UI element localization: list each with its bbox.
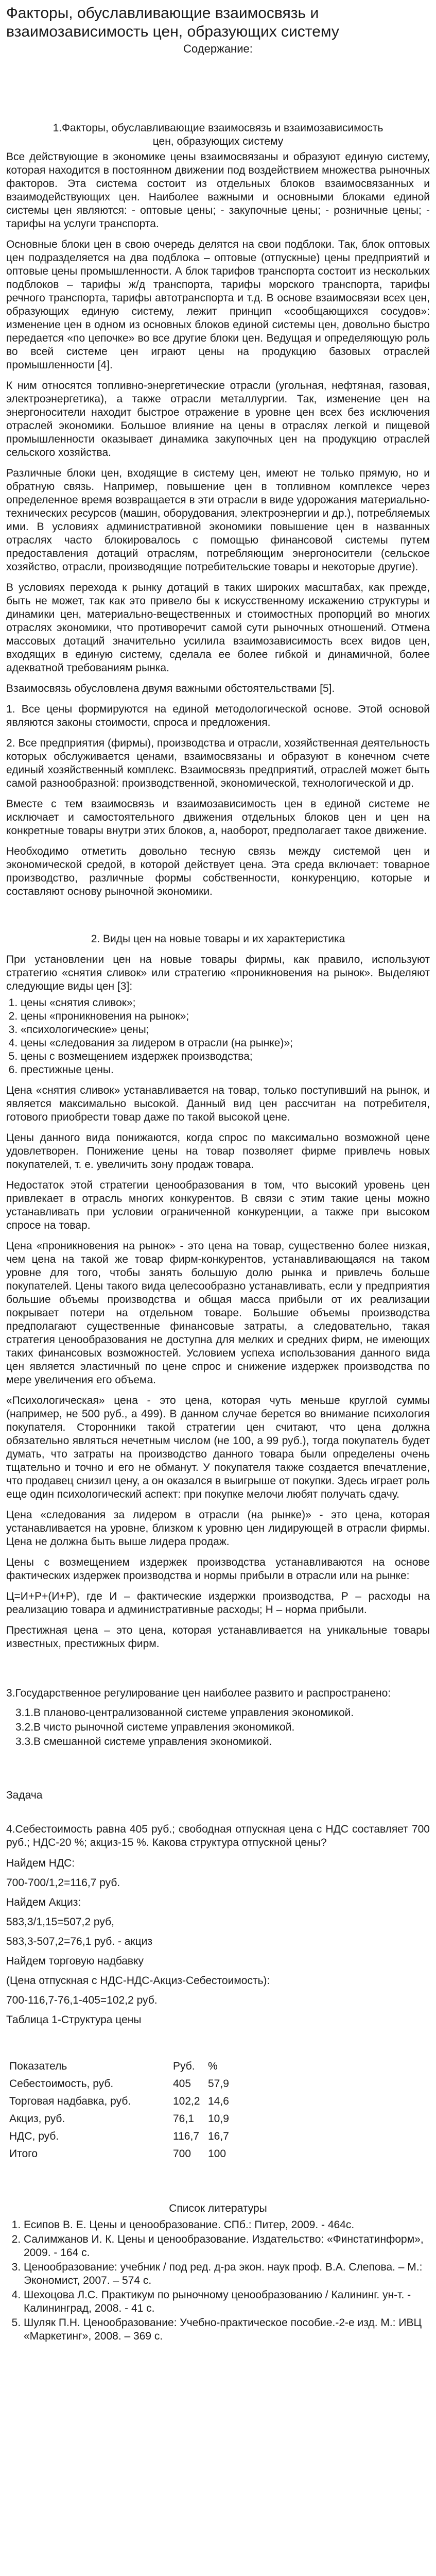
table-row	[6, 2093, 232, 2110]
table-cell: 700	[173, 2148, 191, 2160]
section1-heading: 1.Факторы, обуславливающие взаимосвязь и взаимозависимость цен, образующих систему	[53, 122, 383, 147]
table-cell: 102,2	[173, 2095, 200, 2107]
table-cell: НДС, руб.	[9, 2130, 59, 2142]
s2-paragraph: Цены с возмещением издержек производства устанавливаются на основе фактических издержек производства и нормы прибыли в отрасли или на рынке:	[6, 1556, 430, 1582]
task-solution	[0, 1857, 436, 2027]
solution-line: 583,3-507,2=76,1 руб. - акциз	[6, 1936, 153, 1947]
solution-line: 700-116,7-76,1-405=102,2 руб.	[6, 1994, 158, 2006]
s1-paragraph: Необходимо отметить довольно тесную связь между системой цен и экономической средой, в которой действует цена. Эта среда включает: товарное производство, различные формы собственности, конкуренцию, которые и составляют основу рыночной экономики.	[6, 845, 430, 897]
reference-item: 3. Ценообразование: учебник / под ред. д-ра экон. наук проф. В.А. Слепова. – М.: Экономист, 2007. – 574 с.	[24, 2261, 430, 2287]
s2-paragraph: Недостаток этой стратегии ценообразования в том, что высокий уровень цен привлекает в отрасль многих конкурентов. В связи с этим такие цены можно устанавливать при условии ограниченной конкуренции, а также при высоком спросе на товар.	[6, 1179, 430, 1231]
task-problem: 4.Себестоимость равна 405 руб.; свободная отпускная цена с НДС составляет 700 руб.; НДС-20 %; акциз-15 %. Какова структура отпускной цены?	[6, 1823, 430, 1849]
section3-item: 3.3.В смешанной системе управления экономикой.	[15, 1736, 272, 1748]
solution-line: 700-700/1,2=116,7 руб.	[6, 1877, 120, 1889]
solution-line: 583,3/1,15=507,2 руб,	[6, 1916, 114, 1928]
s1-paragraph: 1. Все цены формируются на единой методологической основе. Этой основой являются законы стоимости, спроса и предложения.	[6, 703, 430, 728]
table-cell: Торговая надбавка, руб.	[9, 2095, 131, 2107]
s1-paragraph: В условиях перехода к рынку дотаций в таких широких масштабах, как прежде, быть не может, так как это привело бы к искусственному искажению структуры и динамики цен, материально-вещественных и стоимостных пропорций во многих отраслях экономики, что противоречит самой сути рыночных отношений. Отмена массовых дотаций значительно усилила взаимозависимость всех видов цен, входящих в единую систему, сделала ее более гибкой и динамичной, более адекватной требованиям рынка.	[6, 582, 430, 674]
reference-item: 1. Есипов В. Е. Цены и ценообразование. СПб.: Питер, 2009. - 464с.	[24, 2218, 430, 2232]
s1-paragraph: Вместе с тем взаимосвязь и взаимозависимость цен в единой системе не исключает и самостоятельного движения отдельных блоков цен и цен на конкретные товары внутри этих блоков, а, наоборот, предполагает такое движение.	[6, 798, 430, 837]
references-list	[0, 2218, 436, 2343]
list-item: 5. цены с возмещением издержек производства;	[21, 1050, 430, 1063]
s1-paragraph: К ним относятся топливно-энергетические отрасли (угольная, нефтяная, газовая, электроэнергетика), а также отрасли металлургии. Так, изменение цен на энергоносители находит быстрое отражение в уровне цен всех без исключения отраслей экономики. Большое влияние на цены в отраслях легкой и пищевой промышленности оказывает динамика закупочных цен на продукцию отраслей сельского хозяйства.	[6, 380, 430, 459]
solution-line: Найдем торговую надбавку	[6, 1955, 144, 1967]
s2-paragraph: Цена «проникновения на рынок» - это цена на товар, существенно более низкая, чем цена на такой же товар фирм-конкурентов, устанавливающаяся на таком уровне для того, чтобы занять большую долю рынка и привлечь больше покупателей. Цены такого вида целесообразно устанавливать, если у предприятия большие объемы производства и общая масса прибыли от их реализации покрывает потери на отдельном товаре. Большие объемы производства предполагают существенные финансовые затраты, а следовательно, такая стратегия ценообразования не доступна для мелких и средних фирм, не имеющих таких финансовых возможностей. Условием успеха использования данного вида цен является эластичный по цене спрос и снижение издержек производства по мере увеличения его объема.	[6, 1240, 430, 1386]
table-row	[6, 2145, 232, 2163]
table-row	[6, 2075, 232, 2093]
table-row	[6, 2110, 232, 2128]
section3-items	[0, 1706, 436, 1749]
price-types-list	[0, 996, 430, 1077]
list-item: 3. «психологические» цены;	[21, 1023, 430, 1037]
references-heading: Список литературы	[169, 2202, 267, 2214]
section1	[0, 122, 436, 148]
solution-line: Найдем НДС:	[6, 1857, 75, 1869]
task-heading: Задача	[6, 1789, 43, 1801]
table-cell: 16,7	[208, 2130, 229, 2142]
section3-heading: 3.Государственное регулирование цен наиболее развито и распространено:	[6, 1687, 391, 1699]
table-header-cell: %	[208, 2060, 218, 2072]
s2-paragraph: «Психологическая» цена - это цена, которая чуть меньше круглой суммы (например, не 500 руб., а 499). В данном случае берется во внимание психология покупателя. Сторонники такой стратегии цен считают, что цена должна обязательно являться нечетным числом (не 100, а 99 руб.), тогда покупатель будет думать, что затраты на производство данного товара были определены очень тщательно и точно и его не обманут. У покупателя также создается впечатление, что продавец снизил цену, а он оказался в выигрыше от покупки. Здесь играет роль еще один психологический аспект: при покупке мелочи любят получать сдачу.	[6, 1395, 430, 1500]
s2-paragraph: Ц=И+Р+(И+Р), где И – фактические издержки производства, Р – расходы на реализацию товара и административные расходы; Н – норма прибыли.	[6, 1590, 430, 1616]
table-cell: 100	[208, 2148, 226, 2160]
s1-paragraph: Все действующие в экономике цены взаимосвязаны и образуют единую систему, которая находится в постоянном движении под воздействием множества рыночных факторов. Эта система состоит из отдельных блоков взаимосвязанных и взаимодействующих цен. Наиболее важными и основными блоками единой системы цен являются: - оптовые цены; - закупочные цены; - розничные цены; - тарифы на услуги транспорта.	[6, 151, 430, 230]
table-header-row	[6, 2058, 232, 2075]
table-cell: 10,9	[208, 2113, 229, 2125]
reference-item: 2. Салимжанов И. К. Цены и ценообразование. Издательство: «Финстатинформ», 2009. - 164 с.	[24, 2233, 430, 2260]
table-header-cell: Показатель	[9, 2060, 67, 2072]
table-cell: 116,7	[173, 2130, 199, 2142]
table-cell: Акциз, руб.	[9, 2113, 65, 2125]
solution-line: (Цена отпускная с НДС-НДС-Акциз-Себестоимость):	[6, 1975, 270, 1987]
section3-item: 3.2.В чисто рыночной системе управления экономикой.	[15, 1721, 295, 1733]
list-item: 4. цены «следования за лидером в отрасли (на рынке)»;	[21, 1037, 430, 1050]
table-cell: 57,9	[208, 2078, 229, 2090]
toc-label: Содержание:	[183, 42, 253, 55]
list-item: 1. цены «снятия сливок»;	[21, 996, 430, 1010]
s1-paragraph: Взаимосвязь обусловлена двумя важными обстоятельствами [5].	[6, 683, 335, 694]
list-item: 2. цены «проникновения на рынок»;	[21, 1010, 430, 1023]
table-cell: 76,1	[173, 2113, 194, 2125]
list-item: 6. престижные цены.	[21, 1063, 430, 1077]
s2-paragraph: Цены данного вида понижаются, когда спрос по максимально возможной цене удовлетворен. Понижение цены на товар позволяет фирме привлечь новых покупателей, т. е. увеличить зону продаж товара.	[6, 1132, 430, 1171]
table-header-cell: Руб.	[173, 2060, 195, 2072]
s1-paragraph: 2. Все предприятия (фирмы), производства и отрасли, хозяйственная деятельность которых обслуживается ценами, взаимосвязаны и образуют в конечном счете единый хозяйственный комплекс. Взаимосвязь предприятий, отраслей может быть самой разнообразной: производственной, экономической, технологической и др.	[6, 737, 430, 789]
section2-heading: 2. Виды цен на новые товары и их характеристика	[91, 933, 345, 945]
s2-paragraph: Престижная цена – это цена, которая устанавливается на уникальные товары известных, престижных фирм.	[6, 1624, 430, 1650]
table-row	[6, 2128, 232, 2145]
reference-item: 5. Шуляк П.Н. Ценообразование: Учебно-практическое пособие.-2-е изд. М.: ИВЦ «Маркетинг», 2008. – 369 с.	[24, 2316, 430, 2343]
document-title: Факторы, обуславливающие взаимосвязь и взаимозависимость цен, образующих систему	[6, 5, 339, 40]
table-cell: Итого	[9, 2148, 38, 2160]
s2-paragraph: Цена «следования за лидером в отрасли (на рынке)» - это цена, которая устанавливается на уровне, близком к уровню цен лидирующей в отрасли фирмы. Цена не должна быть выше лидера продаж.	[6, 1509, 430, 1548]
table-cell: 405	[173, 2078, 191, 2090]
spacer	[0, 56, 436, 122]
table-cell: 14,6	[208, 2095, 229, 2107]
section3-item: 3.1.В планово-централизованной системе управления экономикой.	[15, 1707, 354, 1719]
s2-paragraph: Цена «снятия сливок» устанавливается на товар, только поступивший на рынок, и является максимально высокой. Данный вид цен рассчитан на потребителя, готового приобрести товар даже по такой высокой цене.	[6, 1084, 430, 1123]
s1-paragraph: Основные блоки цен в свою очередь делятся на свои подблоки. Так, блок оптовых цен подразделяется на два подблока – оптовые (отпускные) цены предприятий и оптовые цены промышленности. А блок тарифов транспорта состоит из нескольких подблоков – тарифы ж/д транспорта, тарифы морского транспорта, тарифы речного транспорта, тарифы автотранспорта и т.д. В основе взаимосвязи всех цен, образующих единую систему, лежит принцип «сообщающихся сосудов»: изменение цен в одном из основных блоков единой системы цен, довольно быстро передается «по цепочке» во все другие блоки цен. Ведущая и определяющую роль во всей системе цен играют цены на продукцию базовых отраслей промышленности [4].	[6, 239, 430, 371]
reference-item: 4. Шехоцова Л.С. Практикум по рыночному ценообразованию / Калининг. ун-т. - Калининград, 2008. - 41 с.	[24, 2289, 430, 2315]
solution-line: Найдем Акциз:	[6, 1896, 81, 1908]
table-cell: Себестоимость, руб.	[9, 2078, 114, 2090]
s2-intro: При установлении цен на новые товары фирмы, как правило, используют стратегию «снятия сливок» или стратегию «проникновения на рынок». Выделяют следующие виды цен [3]:	[6, 954, 430, 992]
price-structure-table	[6, 2058, 232, 2163]
s1-paragraph: Различные блоки цен, входящие в систему цен, имеют не только прямую, но и обратную связь. Например, повышение цен в топливном комплексе через определенное время возвращается в эти отрасли в виде удорожания материально-технических ресурсов (машин, оборудования, электроэнергии и др.), потребляемых ими. В условиях административной экономики повышение цен в названных отраслях часто блокировалось с помощью финансовой системы путем предоставления дотаций отраслям, потребляющим энергоносители (сельское хозяйство, отрасли, производящие потребительские товары и некоторые другие).	[6, 467, 430, 573]
solution-line: Таблица 1-Структура цены	[6, 2014, 142, 2026]
